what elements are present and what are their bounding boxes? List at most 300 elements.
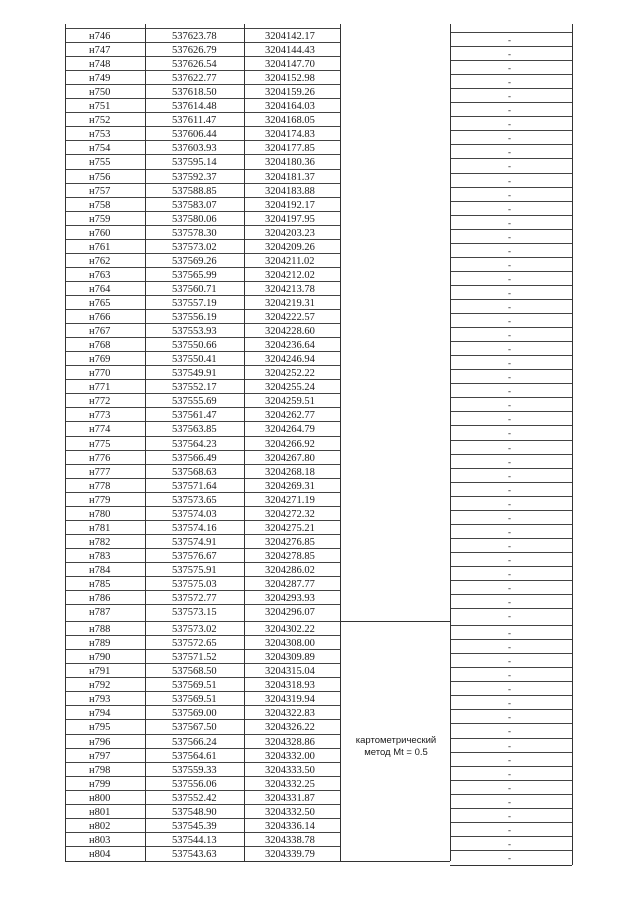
accuracy-mark: - — [508, 824, 511, 835]
accuracy-row — [450, 440, 572, 455]
x-coordinate-cell: 537571.52 — [172, 652, 217, 664]
point-id-cell: н791 — [89, 666, 111, 678]
accuracy-mark: - — [508, 105, 511, 116]
point-id-cell: н767 — [89, 326, 111, 338]
x-coordinate-cell: 537572.65 — [172, 638, 217, 650]
point-id-cell: н801 — [89, 806, 111, 818]
point-id-cell: н758 — [89, 199, 111, 211]
point-id-cell: н800 — [89, 792, 111, 804]
accuracy-mark: - — [508, 189, 511, 200]
y-coordinate-cell: 3204268.18 — [265, 466, 315, 478]
point-id-cell: н751 — [89, 101, 111, 113]
y-coordinate-cell: 3204219.31 — [265, 298, 315, 309]
accuracy-mark: - — [508, 91, 511, 102]
table-grid-line — [450, 24, 451, 861]
y-coordinate-cell: 3204246.94 — [265, 354, 315, 366]
point-id-cell: н770 — [89, 368, 111, 380]
y-coordinate-cell: 3204318.93 — [265, 680, 315, 692]
y-coordinate-cell: 3204336.14 — [265, 820, 315, 832]
accuracy-row — [450, 552, 572, 567]
accuracy-row — [450, 271, 572, 286]
accuracy-row — [450, 355, 572, 370]
x-coordinate-cell: 537569.00 — [172, 708, 217, 720]
y-coordinate-cell: 3204278.85 — [265, 550, 315, 562]
point-id-cell: н768 — [89, 340, 111, 352]
y-coordinate-cell: 3204332.50 — [265, 806, 315, 818]
accuracy-row — [450, 74, 572, 89]
x-coordinate-cell: 537575.03 — [172, 579, 217, 590]
point-id-cell: н803 — [89, 834, 111, 846]
accuracy-mark: - — [508, 428, 511, 439]
point-id-cell: н762 — [89, 255, 111, 267]
accuracy-mark: - — [508, 554, 511, 565]
accuracy-row — [450, 808, 572, 823]
point-id-cell: н786 — [89, 593, 111, 604]
point-id-cell: н761 — [89, 241, 111, 253]
y-coordinate-cell: 3204177.85 — [265, 143, 315, 155]
table-grid-line — [244, 24, 245, 861]
accuracy-mark: - — [508, 712, 511, 723]
method-cell-border — [340, 621, 450, 622]
y-coordinate-cell: 3204209.26 — [265, 241, 315, 253]
y-coordinate-cell: 3204259.51 — [265, 396, 315, 408]
y-coordinate-cell: 3204286.02 — [265, 564, 315, 576]
point-id-cell: н748 — [89, 59, 111, 71]
point-id-cell: н776 — [89, 452, 111, 464]
table-grid-line — [65, 24, 66, 861]
accuracy-row — [450, 88, 572, 103]
accuracy-row — [450, 257, 572, 272]
x-coordinate-cell: 537565.99 — [172, 269, 217, 281]
accuracy-mark: - — [508, 782, 511, 793]
y-coordinate-cell: 3204309.89 — [265, 652, 315, 664]
table-bottom-border — [65, 861, 450, 862]
accuracy-mark: - — [508, 77, 511, 88]
y-coordinate-cell: 3204255.24 — [265, 382, 315, 394]
accuracy-mark: - — [508, 358, 511, 369]
accuracy-row — [450, 510, 572, 525]
point-id-cell: н759 — [89, 213, 111, 225]
accuracy-row — [450, 723, 572, 738]
y-coordinate-cell: 3204152.98 — [265, 73, 315, 85]
accuracy-mark: - — [508, 498, 511, 509]
accuracy-mark: - — [508, 147, 511, 158]
point-id-cell: н782 — [89, 536, 111, 548]
accuracy-row — [450, 116, 572, 131]
accuracy-row — [450, 102, 572, 117]
x-coordinate-cell: 537560.71 — [172, 283, 217, 295]
point-id-cell: н779 — [89, 494, 111, 506]
point-id-cell: н763 — [89, 269, 111, 281]
y-coordinate-cell: 3204164.03 — [265, 101, 315, 113]
accuracy-mark: - — [508, 810, 511, 821]
x-coordinate-cell: 537626.54 — [172, 59, 217, 71]
x-coordinate-cell: 537573.02 — [172, 241, 217, 253]
x-coordinate-cell: 537550.41 — [172, 354, 217, 366]
accuracy-mark: - — [508, 63, 511, 74]
x-coordinate-cell: 537569.26 — [172, 255, 217, 267]
y-coordinate-cell: 3204338.78 — [265, 834, 315, 846]
y-coordinate-cell: 3204267.80 — [265, 452, 315, 464]
point-id-cell: н796 — [89, 736, 111, 748]
accuracy-mark: - — [508, 203, 511, 214]
y-coordinate-cell: 3204266.92 — [265, 438, 315, 450]
y-coordinate-cell: 3204339.79 — [265, 848, 315, 860]
x-coordinate-cell: 537622.77 — [172, 73, 217, 85]
accuracy-row — [450, 482, 572, 497]
x-coordinate-cell: 537556.06 — [172, 778, 217, 790]
y-coordinate-cell: 3204144.43 — [265, 45, 315, 56]
accuracy-row — [450, 594, 572, 609]
accuracy-row — [450, 144, 572, 159]
accuracy-mark: - — [508, 470, 511, 481]
accuracy-row — [450, 695, 572, 710]
x-coordinate-cell: 537552.17 — [172, 382, 217, 394]
accuracy-row — [450, 738, 572, 753]
accuracy-row — [450, 215, 572, 230]
accuracy-mark: - — [508, 217, 511, 228]
x-coordinate-cell: 537574.03 — [172, 508, 217, 520]
x-coordinate-cell: 537561.47 — [172, 410, 217, 422]
point-id-cell: н792 — [89, 680, 111, 692]
x-coordinate-cell: 537588.85 — [172, 185, 217, 197]
accuracy-mark: - — [508, 796, 511, 807]
point-id-cell: н799 — [89, 778, 111, 790]
x-coordinate-cell: 537623.78 — [172, 31, 217, 42]
accuracy-row — [450, 285, 572, 300]
x-coordinate-cell: 537556.19 — [172, 312, 217, 323]
accuracy-row — [450, 397, 572, 412]
accuracy-mark: - — [508, 838, 511, 849]
y-coordinate-cell: 3204142.17 — [265, 31, 315, 42]
accuracy-mark: - — [508, 670, 511, 681]
x-coordinate-cell: 537611.47 — [172, 115, 217, 127]
method-line-2: метод Mt = 0.5 — [364, 747, 428, 758]
y-coordinate-cell: 3204211.02 — [265, 255, 315, 267]
point-id-cell: н787 — [89, 607, 111, 618]
x-coordinate-cell: 537550.66 — [172, 340, 217, 352]
accuracy-bottom-border — [450, 865, 572, 866]
point-id-cell: н752 — [89, 115, 111, 127]
point-id-cell: н769 — [89, 354, 111, 366]
point-id-cell: н773 — [89, 410, 111, 422]
point-id-cell: н780 — [89, 508, 111, 520]
x-coordinate-cell: 537595.14 — [172, 157, 217, 169]
y-coordinate-cell: 3204192.17 — [265, 199, 315, 211]
point-id-cell: н766 — [89, 312, 111, 323]
point-id-cell: н804 — [89, 848, 111, 860]
accuracy-row — [450, 383, 572, 398]
x-coordinate-cell: 537568.63 — [172, 466, 217, 478]
accuracy-mark: - — [508, 400, 511, 411]
accuracy-row — [450, 794, 572, 809]
x-coordinate-cell: 537564.23 — [172, 438, 217, 450]
point-id-cell: н772 — [89, 396, 111, 408]
point-id-cell: н798 — [89, 764, 111, 776]
accuracy-mark: - — [508, 568, 511, 579]
point-id-cell: н757 — [89, 185, 111, 197]
point-id-cell: н783 — [89, 550, 111, 562]
point-id-cell: н754 — [89, 143, 111, 155]
accuracy-mark: - — [508, 316, 511, 326]
y-coordinate-cell: 3204322.83 — [265, 708, 315, 720]
accuracy-row — [450, 369, 572, 384]
accuracy-mark: - — [508, 245, 511, 256]
accuracy-mark: - — [508, 726, 511, 737]
point-id-cell: н753 — [89, 129, 111, 141]
x-coordinate-cell: 537549.91 — [172, 368, 217, 380]
accuracy-mark: - — [508, 852, 511, 863]
accuracy-row — [450, 454, 572, 469]
point-id-cell: н765 — [89, 298, 111, 309]
accuracy-row — [450, 173, 572, 188]
point-id-cell: н755 — [89, 157, 111, 169]
accuracy-mark: - — [508, 597, 511, 607]
accuracy-mark: - — [508, 259, 511, 270]
point-id-cell: н777 — [89, 466, 111, 478]
y-coordinate-cell: 3204276.85 — [265, 536, 315, 548]
table-row — [65, 604, 340, 620]
accuracy-row — [450, 425, 572, 440]
accuracy-mark: - — [508, 684, 511, 695]
accuracy-row — [450, 538, 572, 553]
y-coordinate-cell: 3204293.93 — [265, 593, 315, 604]
accuracy-row — [450, 580, 572, 595]
accuracy-mark: - — [508, 512, 511, 523]
x-coordinate-cell: 537603.93 — [172, 143, 217, 155]
x-coordinate-cell: 537552.42 — [172, 792, 217, 804]
accuracy-row — [450, 822, 572, 837]
accuracy-mark: - — [508, 344, 511, 355]
point-id-cell: н795 — [89, 722, 111, 734]
x-coordinate-cell: 537573.02 — [172, 624, 217, 636]
accuracy-row — [450, 850, 572, 865]
accuracy-mark: - — [508, 628, 511, 639]
x-coordinate-cell: 537568.50 — [172, 666, 217, 678]
accuracy-row — [450, 639, 572, 654]
y-coordinate-cell: 3204264.79 — [265, 424, 315, 436]
y-coordinate-cell: 3204332.00 — [265, 750, 315, 762]
accuracy-mark: - — [508, 231, 511, 242]
y-coordinate-cell: 3204315.04 — [265, 666, 315, 678]
point-id-cell: н760 — [89, 227, 111, 239]
point-id-cell: н750 — [89, 87, 111, 99]
accuracy-mark: - — [508, 583, 511, 593]
point-id-cell: н790 — [89, 652, 111, 664]
accuracy-row — [450, 411, 572, 426]
x-coordinate-cell: 537573.65 — [172, 494, 217, 506]
accuracy-row — [450, 496, 572, 511]
accuracy-mark: - — [508, 35, 511, 45]
x-coordinate-cell: 537626.79 — [172, 45, 217, 56]
accuracy-row — [450, 46, 572, 61]
table-row — [65, 846, 340, 862]
accuracy-row — [450, 341, 572, 356]
accuracy-row — [450, 653, 572, 668]
accuracy-mark: - — [508, 386, 511, 397]
x-coordinate-cell: 537553.93 — [172, 326, 217, 338]
x-coordinate-cell: 537576.67 — [172, 550, 217, 562]
accuracy-mark: - — [508, 119, 511, 130]
point-id-cell: н774 — [89, 424, 111, 436]
y-coordinate-cell: 3204147.70 — [265, 59, 315, 71]
y-coordinate-cell: 3204271.19 — [265, 494, 315, 506]
point-id-cell: н764 — [89, 283, 111, 295]
accuracy-row — [450, 299, 572, 314]
accuracy-mark: - — [508, 656, 511, 667]
x-coordinate-cell: 537566.49 — [172, 452, 217, 464]
y-coordinate-cell: 3204275.21 — [265, 522, 315, 534]
y-coordinate-cell: 3204203.23 — [265, 227, 315, 239]
accuracy-row — [450, 229, 572, 244]
point-id-cell: н746 — [89, 31, 111, 42]
point-id-cell: н794 — [89, 708, 111, 720]
y-coordinate-cell: 3204272.32 — [265, 508, 315, 520]
table-grid-line — [572, 24, 573, 865]
point-id-cell: н756 — [89, 171, 111, 183]
accuracy-mark: - — [508, 414, 511, 425]
y-coordinate-cell: 3204213.78 — [265, 283, 315, 295]
x-coordinate-cell: 537572.77 — [172, 593, 217, 604]
point-id-cell: н771 — [89, 382, 111, 394]
y-coordinate-cell: 3204222.57 — [265, 312, 315, 323]
accuracy-mark: - — [508, 740, 511, 751]
point-id-cell: н797 — [89, 750, 111, 762]
point-id-cell: н785 — [89, 579, 111, 590]
x-coordinate-cell: 537543.63 — [172, 848, 217, 860]
x-coordinate-cell: 537563.85 — [172, 424, 217, 436]
point-id-cell: н781 — [89, 522, 111, 534]
table-grid-line — [145, 24, 146, 861]
y-coordinate-cell: 3204328.86 — [265, 736, 315, 748]
accuracy-mark: - — [508, 287, 511, 298]
y-coordinate-cell: 3204159.26 — [265, 87, 315, 99]
x-coordinate-cell: 537564.61 — [172, 750, 217, 762]
point-id-cell: н775 — [89, 438, 111, 450]
accuracy-row — [450, 201, 572, 216]
accuracy-row — [450, 187, 572, 202]
x-coordinate-cell: 537578.30 — [172, 227, 217, 239]
method-line-1: картометрический — [355, 735, 437, 746]
accuracy-row — [450, 313, 572, 328]
accuracy-mark: - — [508, 611, 511, 621]
y-coordinate-cell: 3204319.94 — [265, 694, 315, 706]
accuracy-row — [450, 130, 572, 145]
x-coordinate-cell: 537573.15 — [172, 607, 217, 618]
accuracy-mark: - — [508, 768, 511, 779]
accuracy-row — [450, 60, 572, 75]
x-coordinate-cell: 537566.24 — [172, 736, 217, 748]
x-coordinate-cell: 537575.91 — [172, 564, 217, 576]
x-coordinate-cell: 537614.48 — [172, 101, 217, 113]
accuracy-row — [450, 709, 572, 724]
point-id-cell: н747 — [89, 45, 111, 56]
accuracy-mark: - — [508, 175, 511, 186]
y-coordinate-cell: 3204212.02 — [265, 269, 315, 281]
y-coordinate-cell: 3204197.95 — [265, 213, 315, 225]
point-id-cell: н793 — [89, 694, 111, 706]
y-coordinate-cell: 3204302.22 — [265, 624, 315, 636]
accuracy-row — [450, 608, 572, 623]
y-coordinate-cell: 3204183.88 — [265, 185, 315, 197]
accuracy-mark: - — [508, 698, 511, 709]
accuracy-row — [450, 625, 572, 640]
y-coordinate-cell: 3204180.36 — [265, 157, 315, 169]
y-coordinate-cell: 3204262.77 — [265, 410, 315, 422]
accuracy-mark: - — [508, 273, 511, 284]
accuracy-mark: - — [508, 442, 511, 453]
point-id-cell: н789 — [89, 638, 111, 650]
x-coordinate-cell: 537583.07 — [172, 199, 217, 211]
accuracy-mark: - — [508, 133, 511, 144]
y-coordinate-cell: 3204228.60 — [265, 326, 315, 338]
accuracy-row — [450, 468, 572, 483]
x-coordinate-cell: 537571.64 — [172, 480, 217, 492]
x-coordinate-cell: 537557.19 — [172, 298, 217, 309]
x-coordinate-cell: 537580.06 — [172, 213, 217, 225]
x-coordinate-cell: 537574.91 — [172, 536, 217, 548]
x-coordinate-cell: 537545.39 — [172, 820, 217, 832]
y-coordinate-cell: 3204174.83 — [265, 129, 315, 141]
accuracy-row — [450, 681, 572, 696]
accuracy-mark: - — [508, 330, 511, 341]
accuracy-row — [450, 32, 572, 47]
y-coordinate-cell: 3204287.77 — [265, 579, 315, 590]
accuracy-mark: - — [508, 484, 511, 495]
method-cell — [348, 735, 444, 759]
x-coordinate-cell: 537618.50 — [172, 87, 217, 99]
x-coordinate-cell: 537567.50 — [172, 722, 217, 734]
accuracy-row — [450, 836, 572, 851]
accuracy-mark: - — [508, 754, 511, 765]
x-coordinate-cell: 537592.37 — [172, 171, 217, 183]
x-coordinate-cell: 537555.69 — [172, 396, 217, 408]
accuracy-row — [450, 158, 572, 173]
accuracy-mark: - — [508, 302, 511, 312]
y-coordinate-cell: 3204269.31 — [265, 480, 315, 492]
accuracy-row — [450, 566, 572, 581]
point-id-cell: н784 — [89, 564, 111, 576]
x-coordinate-cell: 537569.51 — [172, 694, 217, 706]
accuracy-mark: - — [508, 49, 511, 59]
y-coordinate-cell: 3204296.07 — [265, 607, 315, 618]
accuracy-mark: - — [508, 642, 511, 653]
y-coordinate-cell: 3204331.87 — [265, 792, 315, 804]
x-coordinate-cell: 537606.44 — [172, 129, 217, 141]
y-coordinate-cell: 3204252.22 — [265, 368, 315, 380]
accuracy-mark: - — [508, 526, 511, 537]
accuracy-row — [450, 524, 572, 539]
y-coordinate-cell: 3204168.05 — [265, 115, 315, 127]
point-id-cell: н749 — [89, 73, 111, 85]
accuracy-mark: - — [508, 456, 511, 467]
accuracy-row — [450, 327, 572, 342]
y-coordinate-cell: 3204308.00 — [265, 638, 315, 650]
accuracy-row — [450, 667, 572, 682]
y-coordinate-cell: 3204333.50 — [265, 764, 315, 776]
accuracy-row — [450, 752, 572, 767]
x-coordinate-cell: 537559.33 — [172, 764, 217, 776]
accuracy-row — [450, 780, 572, 795]
accuracy-mark: - — [508, 161, 511, 172]
table-grid-line — [340, 24, 341, 861]
point-id-cell: н802 — [89, 820, 111, 832]
accuracy-row — [450, 766, 572, 781]
y-coordinate-cell: 3204332.25 — [265, 778, 315, 790]
y-coordinate-cell: 3204236.64 — [265, 340, 315, 352]
x-coordinate-cell: 537548.90 — [172, 806, 217, 818]
y-coordinate-cell: 3204181.37 — [265, 171, 315, 183]
